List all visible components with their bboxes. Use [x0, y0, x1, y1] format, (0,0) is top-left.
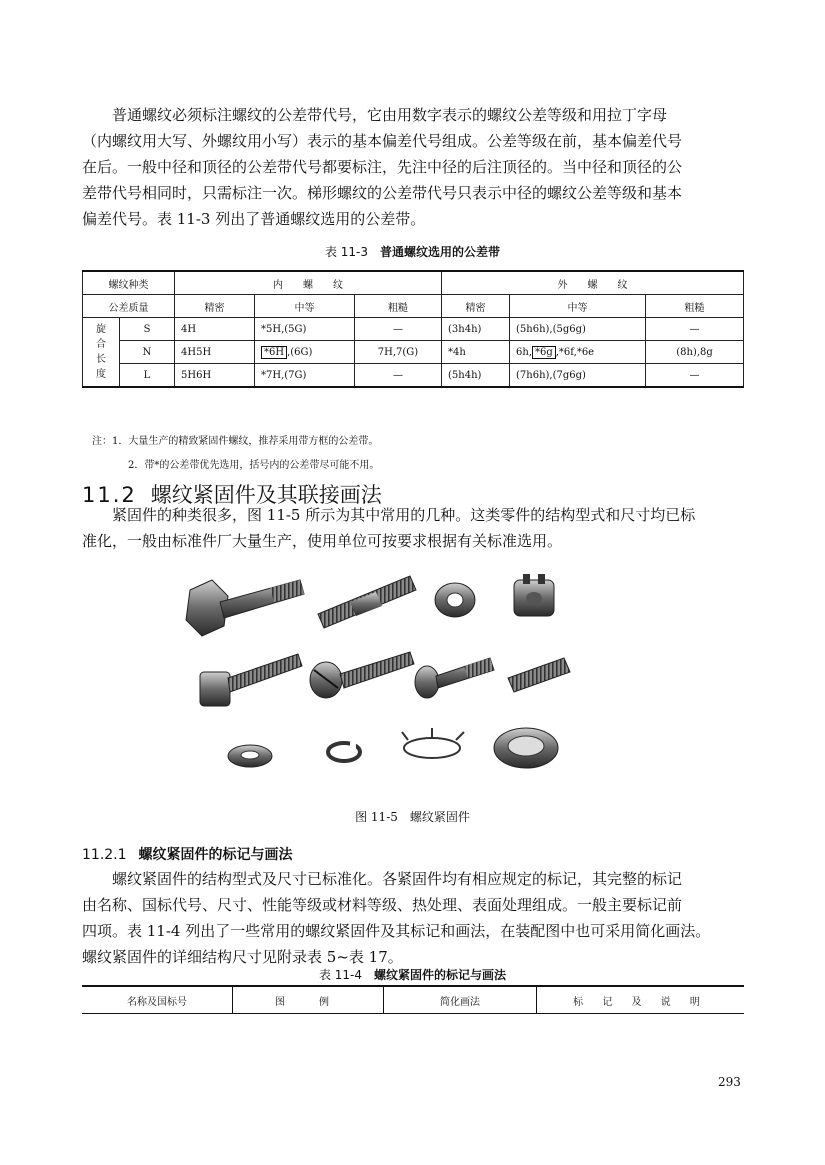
table-cell: (5h6h),(5g6g): [510, 318, 646, 341]
spring-washer-icon: [328, 742, 360, 761]
text-line: 准化，一般由标准件厂大量生产，使用单位可按要求根据有关标准选用。: [82, 532, 563, 550]
boxed-tolerance: *6g: [532, 346, 556, 359]
table-subheader-row: [83, 295, 744, 318]
tolerance-table: [82, 270, 744, 388]
header-quality: 公差质量: [83, 295, 175, 318]
engagement-length-label: [83, 318, 120, 388]
socket-cap-screw-icon: [200, 654, 302, 706]
hex-bolt-icon: [186, 580, 304, 636]
table-11-4-title: [0, 966, 825, 983]
table-cell: [255, 341, 355, 364]
fastener-paragraph: [82, 502, 744, 554]
table-note: 2．带*的公差带优先选用，括号内的公差带尽可能不用。: [128, 460, 380, 471]
table-row: [83, 341, 744, 364]
table-note: 注：1．大量生产的精致紧固件螺纹，推荐采用带方框的公差带。: [92, 436, 379, 447]
table-number: 表 11-4: [318, 968, 363, 982]
set-screw-icon: [508, 658, 570, 692]
table-number: 表 11-3: [324, 245, 369, 259]
text-line: 螺纹紧固件的详细结构尺寸见附录表 5~表 17。: [82, 948, 403, 966]
table-cell: —: [355, 364, 442, 388]
text-line: 在后。一般中径和顶径的公差带代号都要标注，先注中径的后注顶径的。当中径和顶径的公: [82, 158, 683, 176]
table-cell: *4h: [442, 341, 510, 364]
text-line: 由名称、国标代号、尺寸、性能等级或材料等级、热处理、表面处理组成。一般主要标记前: [82, 896, 683, 914]
cell-text: 6h,: [516, 346, 532, 358]
figure-caption: 图 11-5 螺纹紧固件: [355, 810, 470, 824]
vertical-label: [86, 322, 116, 382]
table-cell: [510, 341, 646, 364]
table-cell: *5H,(5G): [255, 318, 355, 341]
text-line: 螺纹紧固件的结构型式及尺寸已标准化。各紧固件均有相应规定的标记，其完整的标记: [82, 870, 683, 888]
cell-length: S: [120, 318, 175, 341]
boxed-tolerance: *6H: [261, 346, 287, 359]
header-coarse: 粗糙: [646, 295, 744, 318]
header-external-thread: 外 螺 纹: [442, 271, 744, 295]
vertical-label-char: 长: [96, 354, 106, 365]
table-cell: —: [355, 318, 442, 341]
header-marking: 标 记 及 说 明: [573, 996, 708, 1008]
table-11-3-title: [0, 243, 825, 260]
header-internal-thread: 内 螺 纹: [175, 271, 442, 295]
marking-paragraph: [82, 866, 744, 970]
header-coarse: 粗糙: [355, 295, 442, 318]
cell-text: ,(6G): [287, 346, 313, 358]
flat-washer-icon: [228, 745, 272, 767]
subsection-heading: [82, 844, 293, 864]
table-cell: 4H: [175, 318, 255, 341]
table-cell: 5H6H: [175, 364, 255, 388]
vertical-label-char: 旋: [96, 324, 106, 335]
subsection-title: 螺纹紧固件的标记与画法: [138, 847, 293, 863]
header-fine: 精密: [442, 295, 510, 318]
text-line: 差带代号相同时，只需标注一次。梯形螺纹的公差带代号只表示中径的螺纹公差等级和基本: [82, 184, 683, 202]
fastener-table-header: [82, 985, 744, 1014]
table-cell: —: [646, 364, 744, 388]
text-line: 四项。表 11-4 列出了一些常用的螺纹紧固件及其标记和画法，在装配图中也可采用简化画法。: [82, 922, 711, 940]
header-medium: 中等: [510, 295, 646, 318]
section-title: 螺纹紧固件及其联接画法: [150, 483, 382, 507]
header-simplified: 简化画法: [384, 987, 537, 1013]
table-cell: 4H5H: [175, 341, 255, 364]
table-cell: (7h6h),(7g6g): [510, 364, 646, 388]
header-fine: 精密: [175, 295, 255, 318]
table-cell: 7H,7(G): [355, 341, 442, 364]
text-line: （内螺纹用大写、外螺纹用小写）表示的基本偏差代号组成。公差等级在前，基本偏差代号: [82, 132, 683, 150]
table-cell: —: [646, 318, 744, 341]
tab-washer-icon: [402, 728, 464, 758]
cell-length: N: [120, 341, 175, 364]
table-cell: (3h4h): [442, 318, 510, 341]
hex-nut-icon: [435, 583, 475, 617]
header-name-standard: 名称及国标号: [82, 987, 233, 1013]
text-line: 紧固件的种类很多，图 11-5 所示为其中常用的几种。这类零件的结构型式和尺寸均已标: [82, 506, 696, 524]
round-nut-icon: [494, 728, 558, 768]
section-number: 11.2: [82, 483, 137, 507]
table-title-text: 螺纹紧固件的标记与画法: [374, 968, 507, 982]
text-line: 普通螺纹必须标注螺纹的公差带代号，它由用数字表示的螺纹公差等级和用拉丁字母: [82, 106, 668, 124]
header-illustration: 图 例: [233, 987, 384, 1013]
table-row: [83, 318, 744, 341]
castle-nut-icon: [514, 574, 554, 616]
intro-paragraph: [82, 102, 744, 232]
page-number: 293: [718, 1075, 741, 1089]
countersunk-screw-icon: [415, 658, 494, 698]
table-title-text: 普通螺纹选用的公差带: [380, 245, 501, 259]
fastener-photo: [180, 560, 580, 790]
table-cell: (5h4h): [442, 364, 510, 388]
header-medium: 中等: [255, 295, 355, 318]
subsection-number: 11.2.1: [82, 847, 127, 863]
table-cell: *7H,(7G): [255, 364, 355, 388]
table-header-row: [83, 271, 744, 295]
stud-icon: [318, 576, 416, 628]
cell-text: ,*6f,*6e: [555, 346, 595, 358]
header-thread-type: 螺纹种类: [83, 271, 175, 295]
text-line: 偏差代号。表 11-3 列出了普通螺纹选用的公差带。: [82, 210, 426, 228]
vertical-label-char: 度: [96, 369, 106, 380]
slotted-screw-icon: [310, 652, 414, 698]
table-row: [83, 364, 744, 388]
cell-length: L: [120, 364, 175, 388]
table-cell: (8h),8g: [646, 341, 744, 364]
vertical-label-char: 合: [96, 339, 106, 350]
